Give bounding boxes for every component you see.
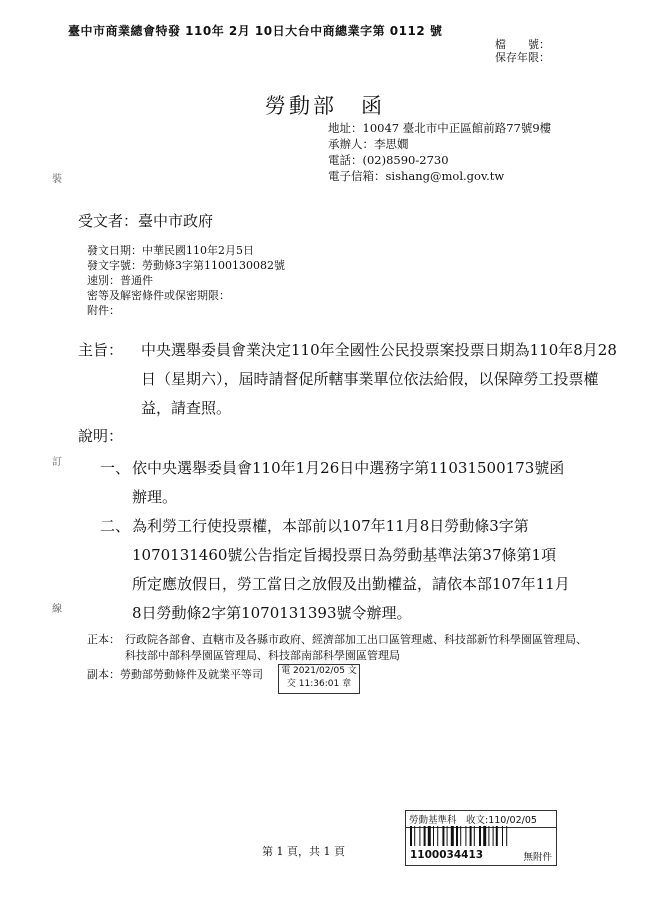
receipt-header: 勞動基準科 收文:110/02/05: [406, 811, 556, 828]
subject-text: 中央選舉委員會業決定110年全國性公民投票案投票日期為110年8月28日（星期六），屆時請督促所轄事業單位依法給假，以保障勞工投票權益，請查照。: [141, 341, 617, 417]
binding-mark-top: 裝: [52, 174, 62, 185]
subject-label: 主旨：: [78, 341, 124, 359]
main-copies: [87, 632, 587, 664]
issue-date: 發文日期：中華民國110年2月5日: [87, 244, 254, 257]
recipient: 受文者：臺中市政府: [78, 212, 214, 230]
main-copies-text: 行政院各部會、直轄市及各縣市政府、經濟部加工出口區管理處、科技部新竹科學園區管理局、科技部中部科學園區管理局、科技部南部科學園區管理局: [125, 633, 587, 662]
item-number: 二、: [100, 517, 131, 535]
cc-label: 副本：: [87, 668, 120, 681]
receipt-stamp-header: 臺中市商業總會特發 110年 2月 10日大台中商總業字第 0112 號: [68, 24, 443, 38]
explanation-item: [100, 454, 570, 512]
archive-info: [420, 38, 550, 64]
item-text: 依中央選舉委員會110年1月26日中選務字第11031500173號函辦理。: [132, 459, 565, 506]
document-meta: [87, 243, 285, 318]
doc-number: 發文字號：勞動條3字第1100130082號: [87, 259, 285, 272]
sender-email: 電子信箱：sishang@mol.gov.tw: [328, 169, 505, 183]
secrecy: 密等及解密條件或保密期限：: [87, 289, 230, 302]
file-no-label: 檔 號：: [495, 38, 550, 51]
sender-phone: 電話：(02)8590-2730: [328, 153, 449, 167]
explanation-label: 說明：: [78, 427, 124, 445]
item-text: 為利勞工行使投票權，本部前以107年11月8日勞動條3字第1070131460號公告指定旨揭投票日為勞動基準法第37條第1項所定應放假日，勞工當日之放假及出勤權益，請依本部107年11月8日勞動條2字第1070131393號令辦理。: [132, 517, 570, 622]
binding-mark-mid: 訂: [52, 457, 62, 468]
sender-contact: 承辦人：李思嫺: [328, 137, 409, 151]
receipt-seal: [278, 664, 360, 694]
retention-label: 保存年限：: [495, 51, 550, 64]
cc-copies: [87, 666, 263, 682]
seal-line-1: 電 2021/02/05 文: [281, 666, 357, 676]
sender-info: [328, 120, 598, 184]
explanation-item: [100, 512, 570, 628]
barcode-icon: [410, 826, 552, 846]
attachment: 附件：: [87, 304, 120, 317]
subject-section: [78, 336, 623, 426]
seal-line-2: 交 11:36:01 章: [286, 679, 352, 689]
binding-mark-bottom: 線: [52, 604, 62, 615]
speed: 速別：普通件: [87, 274, 153, 287]
receipt-number: 1100034413: [410, 849, 484, 861]
page-number: 第 1 頁，共 1 頁: [262, 845, 345, 858]
sender-address: 地址：10047 臺北市中正區館前路77號9樓: [328, 121, 552, 135]
document-title: 勞動部 函: [265, 94, 385, 118]
receipt-attachment: 無附件: [523, 852, 552, 863]
main-copies-label: 正本：: [87, 633, 120, 646]
item-number: 一、: [100, 459, 131, 477]
receipt-box: [405, 810, 557, 866]
cc-text: 勞動部勞動條件及就業平等司: [120, 668, 263, 681]
